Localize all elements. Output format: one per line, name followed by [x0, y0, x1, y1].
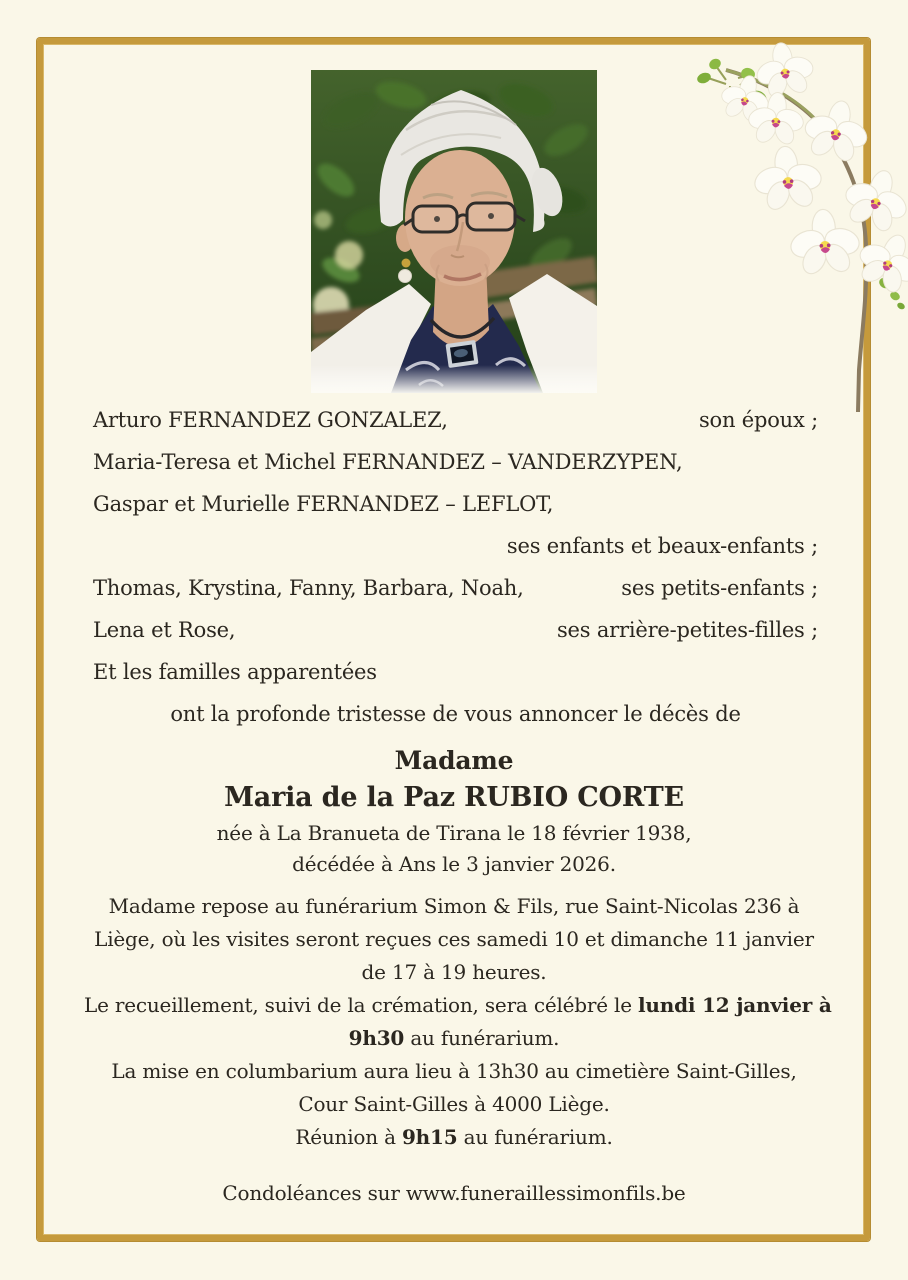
family-row: [93, 567, 818, 609]
relative-names: Arturo FERNANDEZ GONZALEZ,: [93, 408, 448, 432]
family-row: [93, 651, 818, 693]
cremation-text: Le recueillement, suivi de la crémation, sera célébré le: [84, 993, 639, 1017]
ceremony-details: [84, 890, 832, 1154]
portrait-photo: [311, 70, 597, 393]
cremation-date-bold: lundi 12 janvier à: [638, 993, 832, 1017]
family-row: [93, 525, 818, 567]
portrait-illustration: [311, 70, 597, 393]
relative-names: Gaspar et Murielle FERNANDEZ – LEFLOT,: [93, 492, 554, 516]
birth-line: née à La Branueta de Tirana le 18 février 1938,: [216, 821, 692, 845]
death-line: décédée à Ans le 3 janvier 2026.: [292, 852, 616, 876]
family-row: [93, 609, 818, 651]
family-row: [93, 399, 818, 441]
relation-label: son époux ;: [698, 408, 818, 432]
family-announcement: [93, 399, 818, 735]
deceased-title: Madame: [394, 746, 514, 775]
relative-names: Et les familles apparentées: [93, 660, 377, 684]
relation-label: ses enfants et beaux-enfants ;: [506, 534, 818, 558]
cremation-line-2: [84, 1022, 824, 1055]
reunion-line: [84, 1121, 824, 1154]
reunion-text: au funérarium.: [457, 1125, 613, 1149]
deceased-identity: [0, 742, 908, 879]
relative-names: Lena et Rose,: [93, 618, 236, 642]
visits-line-2: Liège, où les visites seront reçues ces samedi 10 et dimanche 11 janvier: [94, 927, 814, 951]
deceased-name: Maria de la Paz RUBIO CORTE: [224, 782, 684, 813]
visits-line-3: de 17 à 19 heures.: [361, 960, 547, 984]
relative-names: Maria-Teresa et Michel FERNANDEZ – VANDERZYPEN,: [93, 450, 683, 474]
columbarium-line-1: La mise en columbarium aura lieu à 13h30 au cimetière Saint-Gilles,: [111, 1059, 797, 1083]
condolences-line: Condoléances sur www.funeraillessimonfils.be: [222, 1181, 686, 1205]
columbarium-line-2: Cour Saint-Gilles à 4000 Liège.: [298, 1092, 610, 1116]
relative-names: Thomas, Krystina, Fanny, Barbara, Noah,: [93, 576, 524, 600]
relation-label: ses petits-enfants ;: [621, 576, 818, 600]
family-row: [93, 483, 818, 525]
visits-line-1: Madame repose au funérarium Simon & Fils, rue Saint-Nicolas 236 à: [108, 894, 800, 918]
cremation-line-1: [84, 989, 832, 1022]
family-row: [93, 441, 818, 483]
announcement-intro: ont la profonde tristesse de vous annoncer le décès de: [170, 702, 741, 726]
relation-label: ses arrière-petites-filles ;: [556, 618, 818, 642]
cremation-text: au funérarium.: [404, 1026, 560, 1050]
reunion-time-bold: 9h15: [401, 1125, 458, 1149]
reunion-text: Réunion à: [295, 1125, 402, 1149]
cremation-time-bold: 9h30: [348, 1026, 405, 1050]
